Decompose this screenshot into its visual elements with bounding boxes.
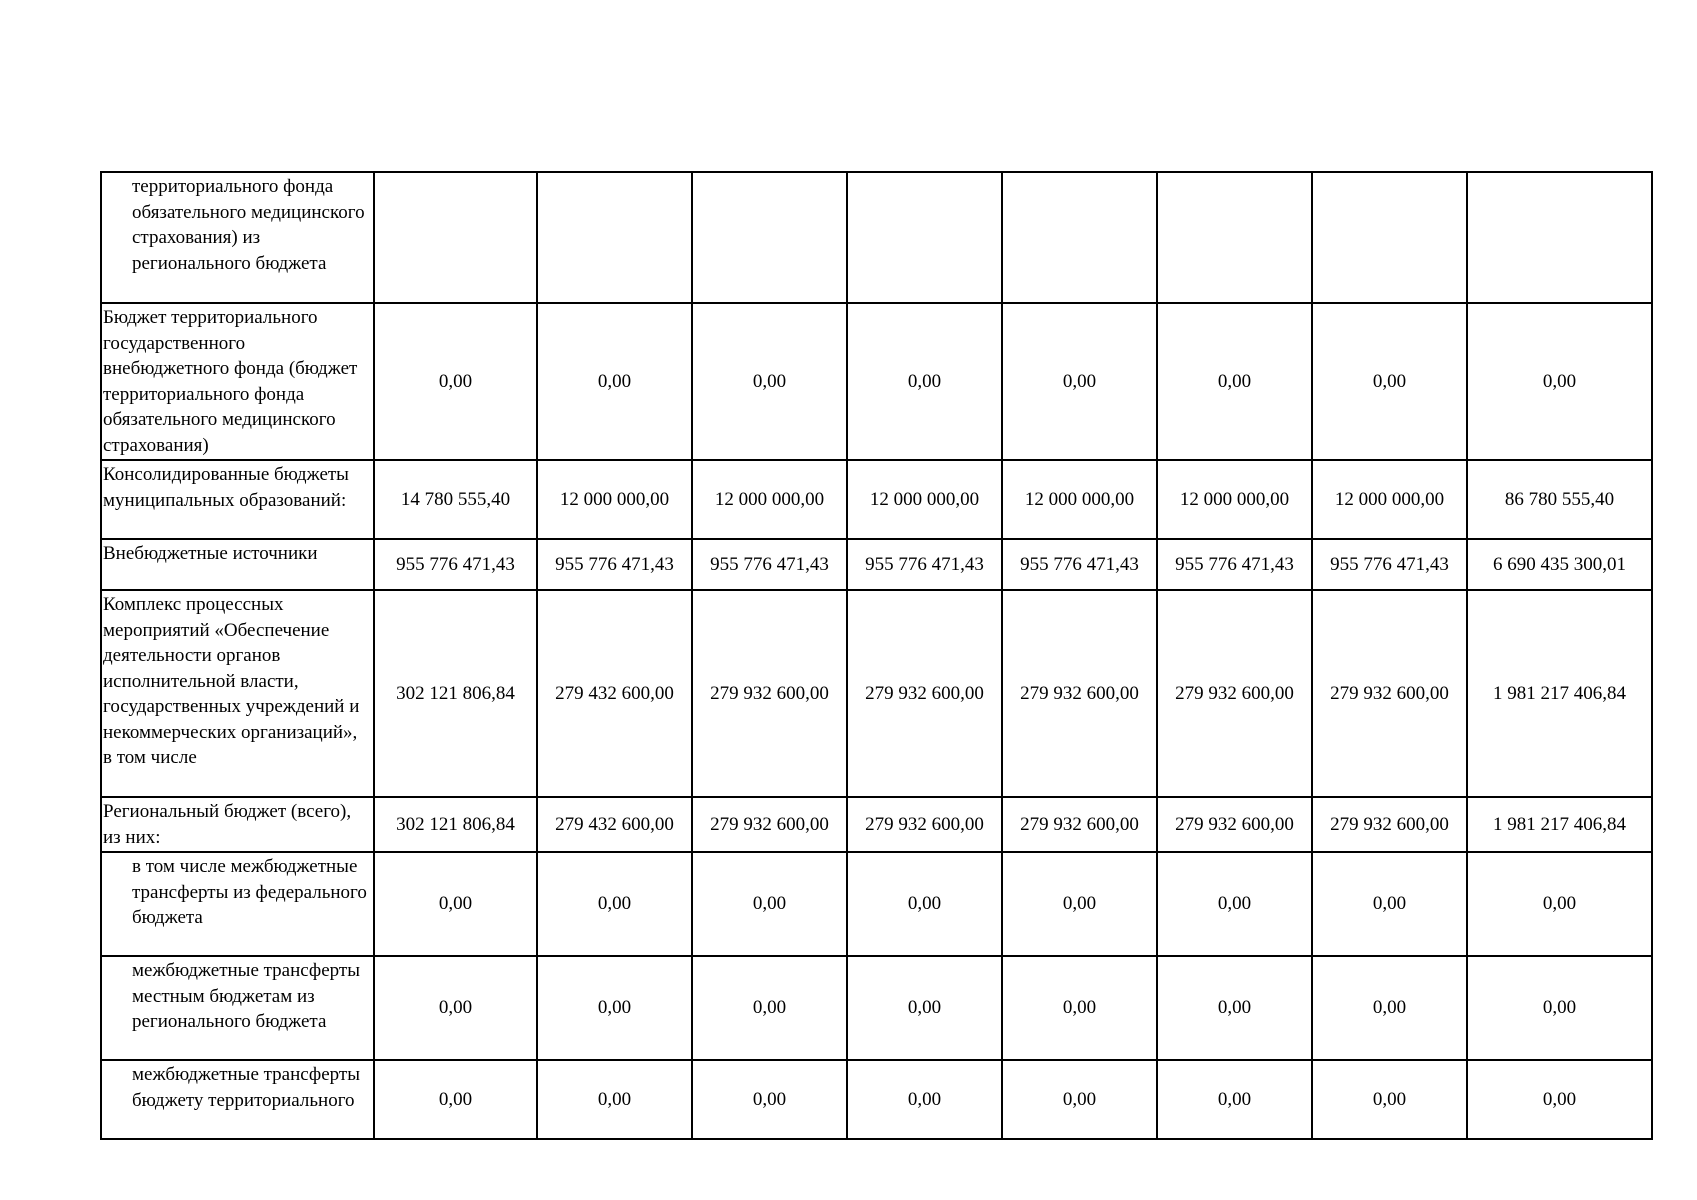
value-cell-col-1: 0,00 (374, 1060, 537, 1139)
value-cell-col-2: 0,00 (537, 1060, 692, 1139)
value-cell-col-1: 955 776 471,43 (374, 539, 537, 590)
value-cell-col-2: 279 432 600,00 (537, 797, 692, 852)
value-cell-col-3: 0,00 (692, 852, 847, 956)
table-body (101, 172, 1652, 1139)
table-row-regional-budget (101, 797, 1652, 852)
table-row-tfoms-transfers (101, 1060, 1652, 1139)
value-cell-col-3: 12 000 000,00 (692, 460, 847, 539)
value-cell-col-6: 0,00 (1157, 1060, 1312, 1139)
value-cell-col-4 (847, 172, 1002, 303)
row-label-cell (101, 460, 374, 539)
row-label: межбюджетные трансферты бюджету территориального (132, 1064, 360, 1111)
row-label-cell (101, 956, 374, 1060)
value-cell-col-7: 12 000 000,00 (1312, 460, 1467, 539)
table-row-municipal-budgets (101, 460, 1652, 539)
value-cell-col-2: 279 432 600,00 (537, 590, 692, 797)
value-cell-col-1: 0,00 (374, 956, 537, 1060)
row-label: Внебюджетные источники (103, 543, 318, 564)
table-row-tfoms-transfers-continued (101, 172, 1652, 303)
value-cell-col-1 (374, 172, 537, 303)
value-cell-col-5: 0,00 (1002, 852, 1157, 956)
value-cell-col-4: 279 932 600,00 (847, 590, 1002, 797)
row-label-cell (101, 1060, 374, 1139)
value-cell-total: 1 981 217 406,84 (1467, 797, 1652, 852)
value-cell-col-7: 0,00 (1312, 1060, 1467, 1139)
value-cell-col-4: 0,00 (847, 956, 1002, 1060)
value-cell-col-4: 0,00 (847, 852, 1002, 956)
value-cell-col-3: 279 932 600,00 (692, 590, 847, 797)
value-cell-col-4: 0,00 (847, 303, 1002, 460)
value-cell-col-2: 12 000 000,00 (537, 460, 692, 539)
value-cell-col-2: 0,00 (537, 303, 692, 460)
row-label: Комплекс процессных мероприятий «Обеспечение деятельности органов исполнительной власти, государственных учреждений и некоммерческих организаций», в том числе (103, 594, 360, 768)
row-label-cell (101, 172, 374, 303)
value-cell-col-6: 955 776 471,43 (1157, 539, 1312, 590)
value-cell-col-5: 279 932 600,00 (1002, 590, 1157, 797)
table-row-process-activities-complex (101, 590, 1652, 797)
value-cell-col-3: 0,00 (692, 303, 847, 460)
value-cell-col-5: 0,00 (1002, 303, 1157, 460)
value-cell-col-2: 955 776 471,43 (537, 539, 692, 590)
value-cell-col-6 (1157, 172, 1312, 303)
value-cell-total: 6 690 435 300,01 (1467, 539, 1652, 590)
value-cell-col-4: 955 776 471,43 (847, 539, 1002, 590)
value-cell-col-3: 0,00 (692, 1060, 847, 1139)
value-cell-col-5: 279 932 600,00 (1002, 797, 1157, 852)
value-cell-col-3: 0,00 (692, 956, 847, 1060)
row-label: территориального фонда обязательного медицинского страхования) из регионального бюджета (132, 176, 365, 274)
value-cell-col-4: 12 000 000,00 (847, 460, 1002, 539)
value-cell-col-6: 0,00 (1157, 303, 1312, 460)
row-label-cell (101, 797, 374, 852)
table-row-extrabudgetary-sources (101, 539, 1652, 590)
value-cell-col-7: 279 932 600,00 (1312, 797, 1467, 852)
value-cell-total: 0,00 (1467, 1060, 1652, 1139)
value-cell-col-7: 279 932 600,00 (1312, 590, 1467, 797)
value-cell-col-3: 955 776 471,43 (692, 539, 847, 590)
value-cell-col-7 (1312, 172, 1467, 303)
value-cell-col-6: 0,00 (1157, 956, 1312, 1060)
value-cell-col-5: 955 776 471,43 (1002, 539, 1157, 590)
row-label: Консолидированные бюджеты муниципальных образований: (103, 464, 349, 511)
value-cell-col-6: 279 932 600,00 (1157, 590, 1312, 797)
value-cell-col-5 (1002, 172, 1157, 303)
row-label-cell (101, 539, 374, 590)
value-cell-col-1: 14 780 555,40 (374, 460, 537, 539)
row-label-cell (101, 590, 374, 797)
row-label-cell (101, 852, 374, 956)
table-row-federal-transfers (101, 852, 1652, 956)
value-cell-col-2: 0,00 (537, 852, 692, 956)
value-cell-total: 0,00 (1467, 956, 1652, 1060)
value-cell-col-1: 302 121 806,84 (374, 590, 537, 797)
table-row-local-budget-transfers (101, 956, 1652, 1060)
value-cell-col-1: 0,00 (374, 303, 537, 460)
value-cell-total: 1 981 217 406,84 (1467, 590, 1652, 797)
value-cell-col-7: 955 776 471,43 (1312, 539, 1467, 590)
row-label-cell (101, 303, 374, 460)
row-label: межбюджетные трансферты местным бюджетам из регионального бюджета (132, 960, 360, 1032)
value-cell-total: 86 780 555,40 (1467, 460, 1652, 539)
value-cell-col-3: 279 932 600,00 (692, 797, 847, 852)
value-cell-total (1467, 172, 1652, 303)
value-cell-total: 0,00 (1467, 852, 1652, 956)
row-label: Региональный бюджет (всего), из них: (103, 801, 352, 848)
value-cell-col-6: 12 000 000,00 (1157, 460, 1312, 539)
table-row-tfoms-budget (101, 303, 1652, 460)
value-cell-col-5: 0,00 (1002, 1060, 1157, 1139)
value-cell-col-3 (692, 172, 847, 303)
value-cell-col-6: 279 932 600,00 (1157, 797, 1312, 852)
value-cell-col-7: 0,00 (1312, 303, 1467, 460)
value-cell-col-4: 279 932 600,00 (847, 797, 1002, 852)
value-cell-col-7: 0,00 (1312, 852, 1467, 956)
value-cell-total: 0,00 (1467, 303, 1652, 460)
value-cell-col-6: 0,00 (1157, 852, 1312, 956)
value-cell-col-7: 0,00 (1312, 956, 1467, 1060)
value-cell-col-2 (537, 172, 692, 303)
value-cell-col-4: 0,00 (847, 1060, 1002, 1139)
row-label: Бюджет территориального государственного внебюджетного фонда (бюджет территориального фонда обязательного медицинского страхования) (103, 307, 358, 456)
value-cell-col-1: 0,00 (374, 852, 537, 956)
value-cell-col-5: 0,00 (1002, 956, 1157, 1060)
value-cell-col-2: 0,00 (537, 956, 692, 1060)
row-label: в том числе межбюджетные трансферты из федерального бюджета (132, 856, 367, 928)
budget-table (100, 171, 1653, 1140)
value-cell-col-1: 302 121 806,84 (374, 797, 537, 852)
value-cell-col-5: 12 000 000,00 (1002, 460, 1157, 539)
